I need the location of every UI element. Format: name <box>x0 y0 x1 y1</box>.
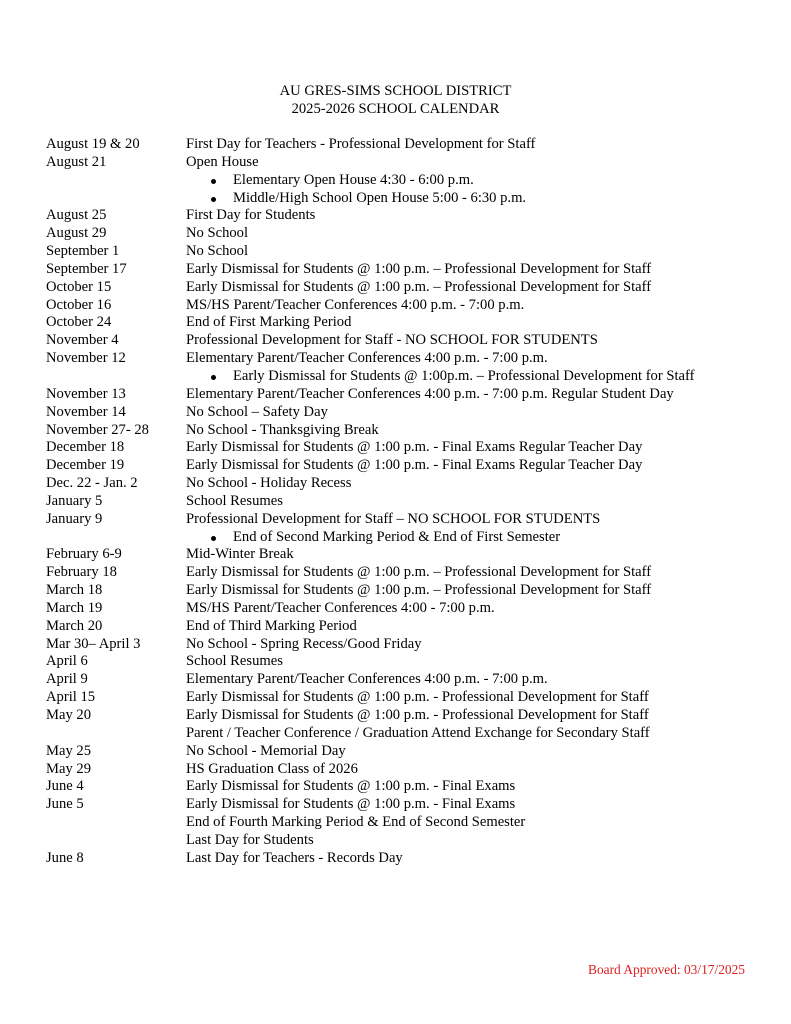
calendar-event: End of Fourth Marking Period & End of Second Semester <box>186 814 526 831</box>
calendar-row <box>46 457 766 475</box>
calendar-row <box>46 689 766 707</box>
calendar-row <box>46 225 766 243</box>
calendar-row <box>46 653 766 671</box>
calendar-date: April 9 <box>46 671 88 688</box>
bullet-icon <box>211 197 216 202</box>
calendar-date: January 5 <box>46 492 103 509</box>
calendar-event: End of Second Marking Period & End of First Semester <box>233 528 561 545</box>
calendar-row <box>46 618 766 636</box>
calendar-row <box>46 707 766 725</box>
calendar-row <box>46 761 766 779</box>
calendar-event: End of First Marking Period <box>186 314 352 331</box>
calendar-event: No School – Safety Day <box>186 403 328 420</box>
calendar-event: No School - Spring Recess/Good Friday <box>186 635 422 652</box>
calendar-date: March 18 <box>46 582 103 599</box>
calendar-row <box>46 332 766 350</box>
calendar-event: First Day for Students <box>186 207 316 224</box>
calendar-date: November 4 <box>46 332 119 349</box>
calendar-event: Mid-Winter Break <box>186 546 294 563</box>
calendar-row <box>46 350 766 368</box>
calendar-event: Open House <box>186 153 259 170</box>
calendar-event: Elementary Parent/Teacher Conferences 4:00 p.m. - 7:00 p.m. <box>186 350 548 367</box>
calendar-event: Parent / Teacher Conference / Graduation Attend Exchange for Secondary Staff <box>186 724 650 741</box>
calendar-row <box>46 814 766 832</box>
calendar-date: Mar 30– April 3 <box>46 635 141 652</box>
calendar-date: August 19 & 20 <box>46 136 140 152</box>
board-approved-note: Board Approved: 03/17/2025 <box>588 962 745 977</box>
calendar-date: October 24 <box>46 314 112 331</box>
calendar-event: Professional Development for Staff – NO SCHOOL FOR STUDENTS <box>186 510 601 527</box>
calendar-bullet-row <box>46 172 766 190</box>
calendar-list <box>46 136 766 868</box>
calendar-event: Early Dismissal for Students @ 1:00 p.m. - Final Exams <box>186 796 516 813</box>
calendar-row <box>46 493 766 511</box>
calendar-row <box>46 404 766 422</box>
calendar-date: September 1 <box>46 243 120 260</box>
calendar-date: March 20 <box>46 617 103 634</box>
calendar-row <box>46 154 766 172</box>
calendar-date: Dec. 22 - Jan. 2 <box>46 475 138 492</box>
calendar-date: August 25 <box>46 207 107 224</box>
calendar-row <box>46 832 766 850</box>
calendar-date: October 16 <box>46 296 112 313</box>
calendar-row <box>46 475 766 493</box>
calendar-event: No School <box>186 225 249 242</box>
calendar-event: Early Dismissal for Students @ 1:00p.m. – Professional Development for Staff <box>233 367 695 384</box>
bullet-icon <box>211 179 216 184</box>
calendar-date: October 15 <box>46 278 112 295</box>
calendar-event: Early Dismissal for Students @ 1:00 p.m. – Professional Development for Staff <box>186 564 652 581</box>
calendar-row <box>46 439 766 457</box>
calendar-event: Early Dismissal for Students @ 1:00 p.m. – Professional Development for Staff <box>186 260 652 277</box>
calendar-event: No School - Memorial Day <box>186 742 346 759</box>
calendar-row <box>46 778 766 796</box>
calendar-row <box>46 297 766 315</box>
calendar-row <box>46 743 766 761</box>
calendar-event: Early Dismissal for Students @ 1:00 p.m. - Final Exams <box>186 778 516 795</box>
calendar-event: Last Day for Teachers - Records Day <box>186 849 403 866</box>
calendar-row <box>46 386 766 404</box>
calendar-date: November 13 <box>46 385 126 402</box>
calendar-bullet-row <box>46 368 766 386</box>
calendar-row <box>46 636 766 654</box>
calendar-event: Early Dismissal for Students @ 1:00 p.m. – Professional Development for Staff <box>186 582 652 599</box>
calendar-date: June 4 <box>46 778 84 795</box>
calendar-event: End of Third Marking Period <box>186 617 357 634</box>
calendar-row <box>46 511 766 529</box>
calendar-date: June 5 <box>46 796 84 813</box>
calendar-row <box>46 564 766 582</box>
calendar-row <box>46 207 766 225</box>
calendar-date: May 25 <box>46 742 91 759</box>
calendar-event: HS Graduation Class of 2026 <box>186 760 358 777</box>
calendar-event: Early Dismissal for Students @ 1:00 p.m. - Final Exams Regular Teacher Day <box>186 439 643 456</box>
calendar-event: Middle/High School Open House 5:00 - 6:30 p.m. <box>233 189 527 206</box>
calendar-event: Early Dismissal for Students @ 1:00 p.m. - Professional Development for Staff <box>186 689 649 706</box>
calendar-row <box>46 136 766 154</box>
calendar-bullet-row <box>46 529 766 547</box>
calendar-event: Early Dismissal for Students @ 1:00 p.m. - Final Exams Regular Teacher Day <box>186 457 643 474</box>
calendar-date: December 18 <box>46 439 125 456</box>
calendar-row <box>46 671 766 689</box>
calendar-event: First Day for Teachers - Professional Development for Staff <box>186 136 536 152</box>
calendar-row <box>46 422 766 440</box>
calendar-row <box>46 600 766 618</box>
calendar-row <box>46 314 766 332</box>
calendar-event: No School - Holiday Recess <box>186 475 352 492</box>
calendar-date: November 27- 28 <box>46 421 149 438</box>
calendar-event: MS/HS Parent/Teacher Conferences 4:00 - 7:00 p.m. <box>186 599 495 616</box>
calendar-title: 2025-2026 SCHOOL CALENDAR <box>291 101 500 117</box>
calendar-event: Early Dismissal for Students @ 1:00 p.m. - Professional Development for Staff <box>186 707 649 723</box>
calendar-date: August 21 <box>46 153 107 170</box>
calendar-event: No School - Thanksgiving Break <box>186 421 379 438</box>
calendar-row <box>46 796 766 814</box>
calendar-date: February 6-9 <box>46 546 122 563</box>
bullet-icon <box>211 375 216 380</box>
calendar-date: November 14 <box>46 403 126 420</box>
calendar-date: May 20 <box>46 707 91 723</box>
calendar-row <box>46 243 766 261</box>
calendar-event: School Resumes <box>186 492 283 509</box>
district-name: AU GRES-SIMS SCHOOL DISTRICT <box>279 83 512 99</box>
calendar-date: February 18 <box>46 564 117 581</box>
calendar-row <box>46 546 766 564</box>
calendar-date: September 17 <box>46 260 127 277</box>
calendar-row <box>46 261 766 279</box>
calendar-event: Professional Development for Staff - NO SCHOOL FOR STUDENTS <box>186 332 598 349</box>
calendar-event: Elementary Parent/Teacher Conferences 4:00 p.m. - 7:00 p.m. <box>186 671 548 688</box>
calendar-event: Elementary Open House 4:30 - 6:00 p.m. <box>233 171 474 188</box>
calendar-row <box>46 279 766 297</box>
calendar-date: June 8 <box>46 849 84 866</box>
calendar-bullet-row <box>46 190 766 208</box>
calendar-date: March 19 <box>46 599 103 616</box>
calendar-row <box>46 582 766 600</box>
calendar-date: January 9 <box>46 510 103 527</box>
calendar-event: Early Dismissal for Students @ 1:00 p.m. – Professional Development for Staff <box>186 278 652 295</box>
calendar-date: May 29 <box>46 760 91 777</box>
calendar-event: School Resumes <box>186 653 283 670</box>
calendar-row <box>46 850 766 868</box>
calendar-date: August 29 <box>46 225 107 242</box>
calendar-event: Elementary Parent/Teacher Conferences 4:00 p.m. - 7:00 p.m. Regular Student Day <box>186 385 674 402</box>
calendar-date: November 12 <box>46 350 126 367</box>
calendar-date: April 6 <box>46 653 88 670</box>
calendar-event: No School <box>186 243 249 260</box>
page-title <box>0 82 791 118</box>
calendar-row <box>46 725 766 743</box>
calendar-date: April 15 <box>46 689 96 706</box>
bullet-icon <box>211 536 216 541</box>
calendar-event: Last Day for Students <box>186 831 314 848</box>
calendar-date: December 19 <box>46 457 125 474</box>
calendar-event: MS/HS Parent/Teacher Conferences 4:00 p.m. - 7:00 p.m. <box>186 296 525 313</box>
